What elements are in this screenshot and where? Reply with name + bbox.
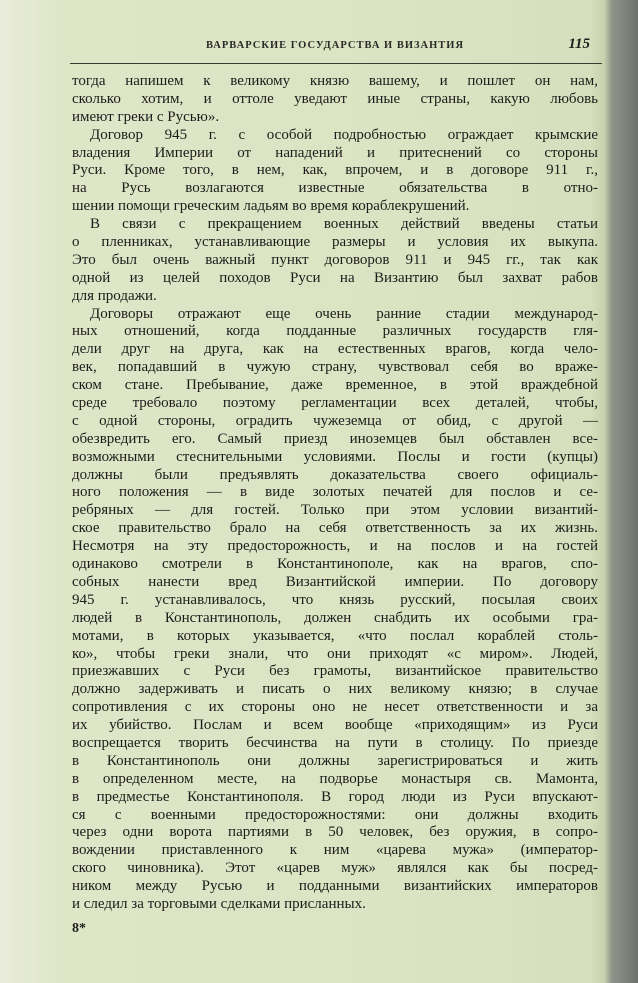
text-line: на Русь возлагаются известные обязательства в отно- <box>72 180 598 197</box>
text-line: и следил за торговыми сделками присланных. <box>72 895 366 912</box>
text-line: в Константинополь они должны зарегистрироваться и жить <box>72 752 598 769</box>
text-line: ко», чтобы греки знали, что они приходят «с миром». Людей, <box>72 645 598 662</box>
paragraph <box>72 73 598 127</box>
text-line: сколько хотим, и оттоле уведают иные страны, какую любовь <box>72 90 598 107</box>
text-line: должны были предъявлять доказательства своего официаль- <box>72 466 598 483</box>
text-line: воспрещается творить бесчинства на пути в столицу. По приезде <box>72 734 598 751</box>
text-line: собных нанести вред Византийской империи. По договору <box>72 573 598 590</box>
text-line: для продажи. <box>72 287 157 304</box>
text-line: обезвредить его. Самый приезд иноземцев был обставлен все- <box>72 430 598 447</box>
text-line: В связи с прекращением военных действий введены статьи <box>90 216 598 233</box>
text-line: должно задерживать и писать о них великому князю; в случае <box>72 681 598 698</box>
text-line: через одни ворота партиями в 50 человек, без оружия, в сопро- <box>72 824 598 841</box>
text-line: Это был очень важный пункт договоров 911 и 945 гг., так как <box>72 251 598 268</box>
text-line: среде требовало поэтому регламентации всех деталей, чтобы, <box>72 395 598 412</box>
text-line: 945 г. устанавливалось, что князь русский, посылая своих <box>72 591 598 608</box>
text-line: ником между Русью и подданными византийских императоров <box>72 878 598 895</box>
text-line: ных отношений, когда подданные различных государств гля- <box>72 323 598 340</box>
text-line: век, попадавший в чужую страну, чувствовал себя во враже- <box>72 359 598 376</box>
text-line: ного положения — в виде золотых печатей для послов и се- <box>72 484 598 501</box>
text-line: одной из целей походов Руси на Византию был захват рабов <box>72 269 598 286</box>
running-title: ВАРВАРСКИЕ ГОСУДАРСТВА И ВИЗАНТИЯ <box>205 40 465 51</box>
paragraph <box>72 127 598 216</box>
text-line: одинаково смотрели в Константинополе, как на врагов, спо- <box>72 556 598 573</box>
text-line: тогда напишем к великому князю вашему, и пошлет он нам, <box>72 73 598 89</box>
text-line: их убийство. Послам и всем вообще «приходящим» из Руси <box>72 717 598 734</box>
text-line: Несмотря на эту предосторожность, и на послов и на гостей <box>72 538 598 555</box>
text-line: Договор 945 г. с особой подробностью ограждает крымские <box>90 126 598 143</box>
text-line: Руси. Кроме того, в нем, как, впрочем, и в договоре 911 г., <box>72 162 598 179</box>
text-body <box>72 73 598 914</box>
text-line: с одной стороны, оградить чужеземца от обид, с другой — <box>72 412 598 429</box>
text-line: ся с военными предосторожностями: они должны входить <box>72 806 598 823</box>
text-line: ское правительство брало на себя ответственность за их жизнь. <box>72 520 598 537</box>
text-line: вождении приставленного к ним «царева мужа» (император- <box>72 842 598 859</box>
text-line: шении помощи греческим ладьям во время кораблекрушений. <box>72 198 470 215</box>
text-line: ребряных — для гостей. Только при этом условии византий- <box>72 502 598 519</box>
text-line: имеют греки с Русью». <box>72 108 220 125</box>
text-line: в определенном месте, на подворье монастыря св. Мамонта, <box>72 770 598 787</box>
text-line: приезжавших с Руси без грамоты, византийское правительство <box>72 663 598 680</box>
paragraph <box>72 306 598 914</box>
text-line: сопротивления с их стороны оно не несет ответственности и за <box>72 699 598 716</box>
text-line: людей в Константинополь, должен снабдить их особыми гра- <box>72 609 598 626</box>
running-head <box>70 36 600 56</box>
header-rule <box>70 63 602 64</box>
text-line: Договоры отражают еще очень ранние стадии международ- <box>90 305 598 322</box>
text-line: мотами, в которых указывается, «что послал кораблей столь- <box>72 627 598 644</box>
text-line: дели друг на друга, как на естественных врагов, когда чело- <box>72 341 598 358</box>
text-line: ского чиновника). Этот «царев муж» являлся как бы посред- <box>72 860 598 877</box>
signature-mark: 8* <box>72 921 86 936</box>
text-line: в предместье Константинополя. В город люди из Руси впускают- <box>72 788 598 805</box>
paragraph <box>72 216 598 305</box>
text-line: о пленниках, устанавливающие размеры и условия их выкупа. <box>72 234 598 251</box>
text-line: владения Империи от нападений и притеснений со стороны <box>72 144 598 161</box>
text-line: ском стане. Пребывание, даже временное, в этой враждебной <box>72 377 598 394</box>
text-line: возможными стеснительными условиями. Послы и гости (купцы) <box>72 448 598 465</box>
page-number: 115 <box>568 36 590 52</box>
